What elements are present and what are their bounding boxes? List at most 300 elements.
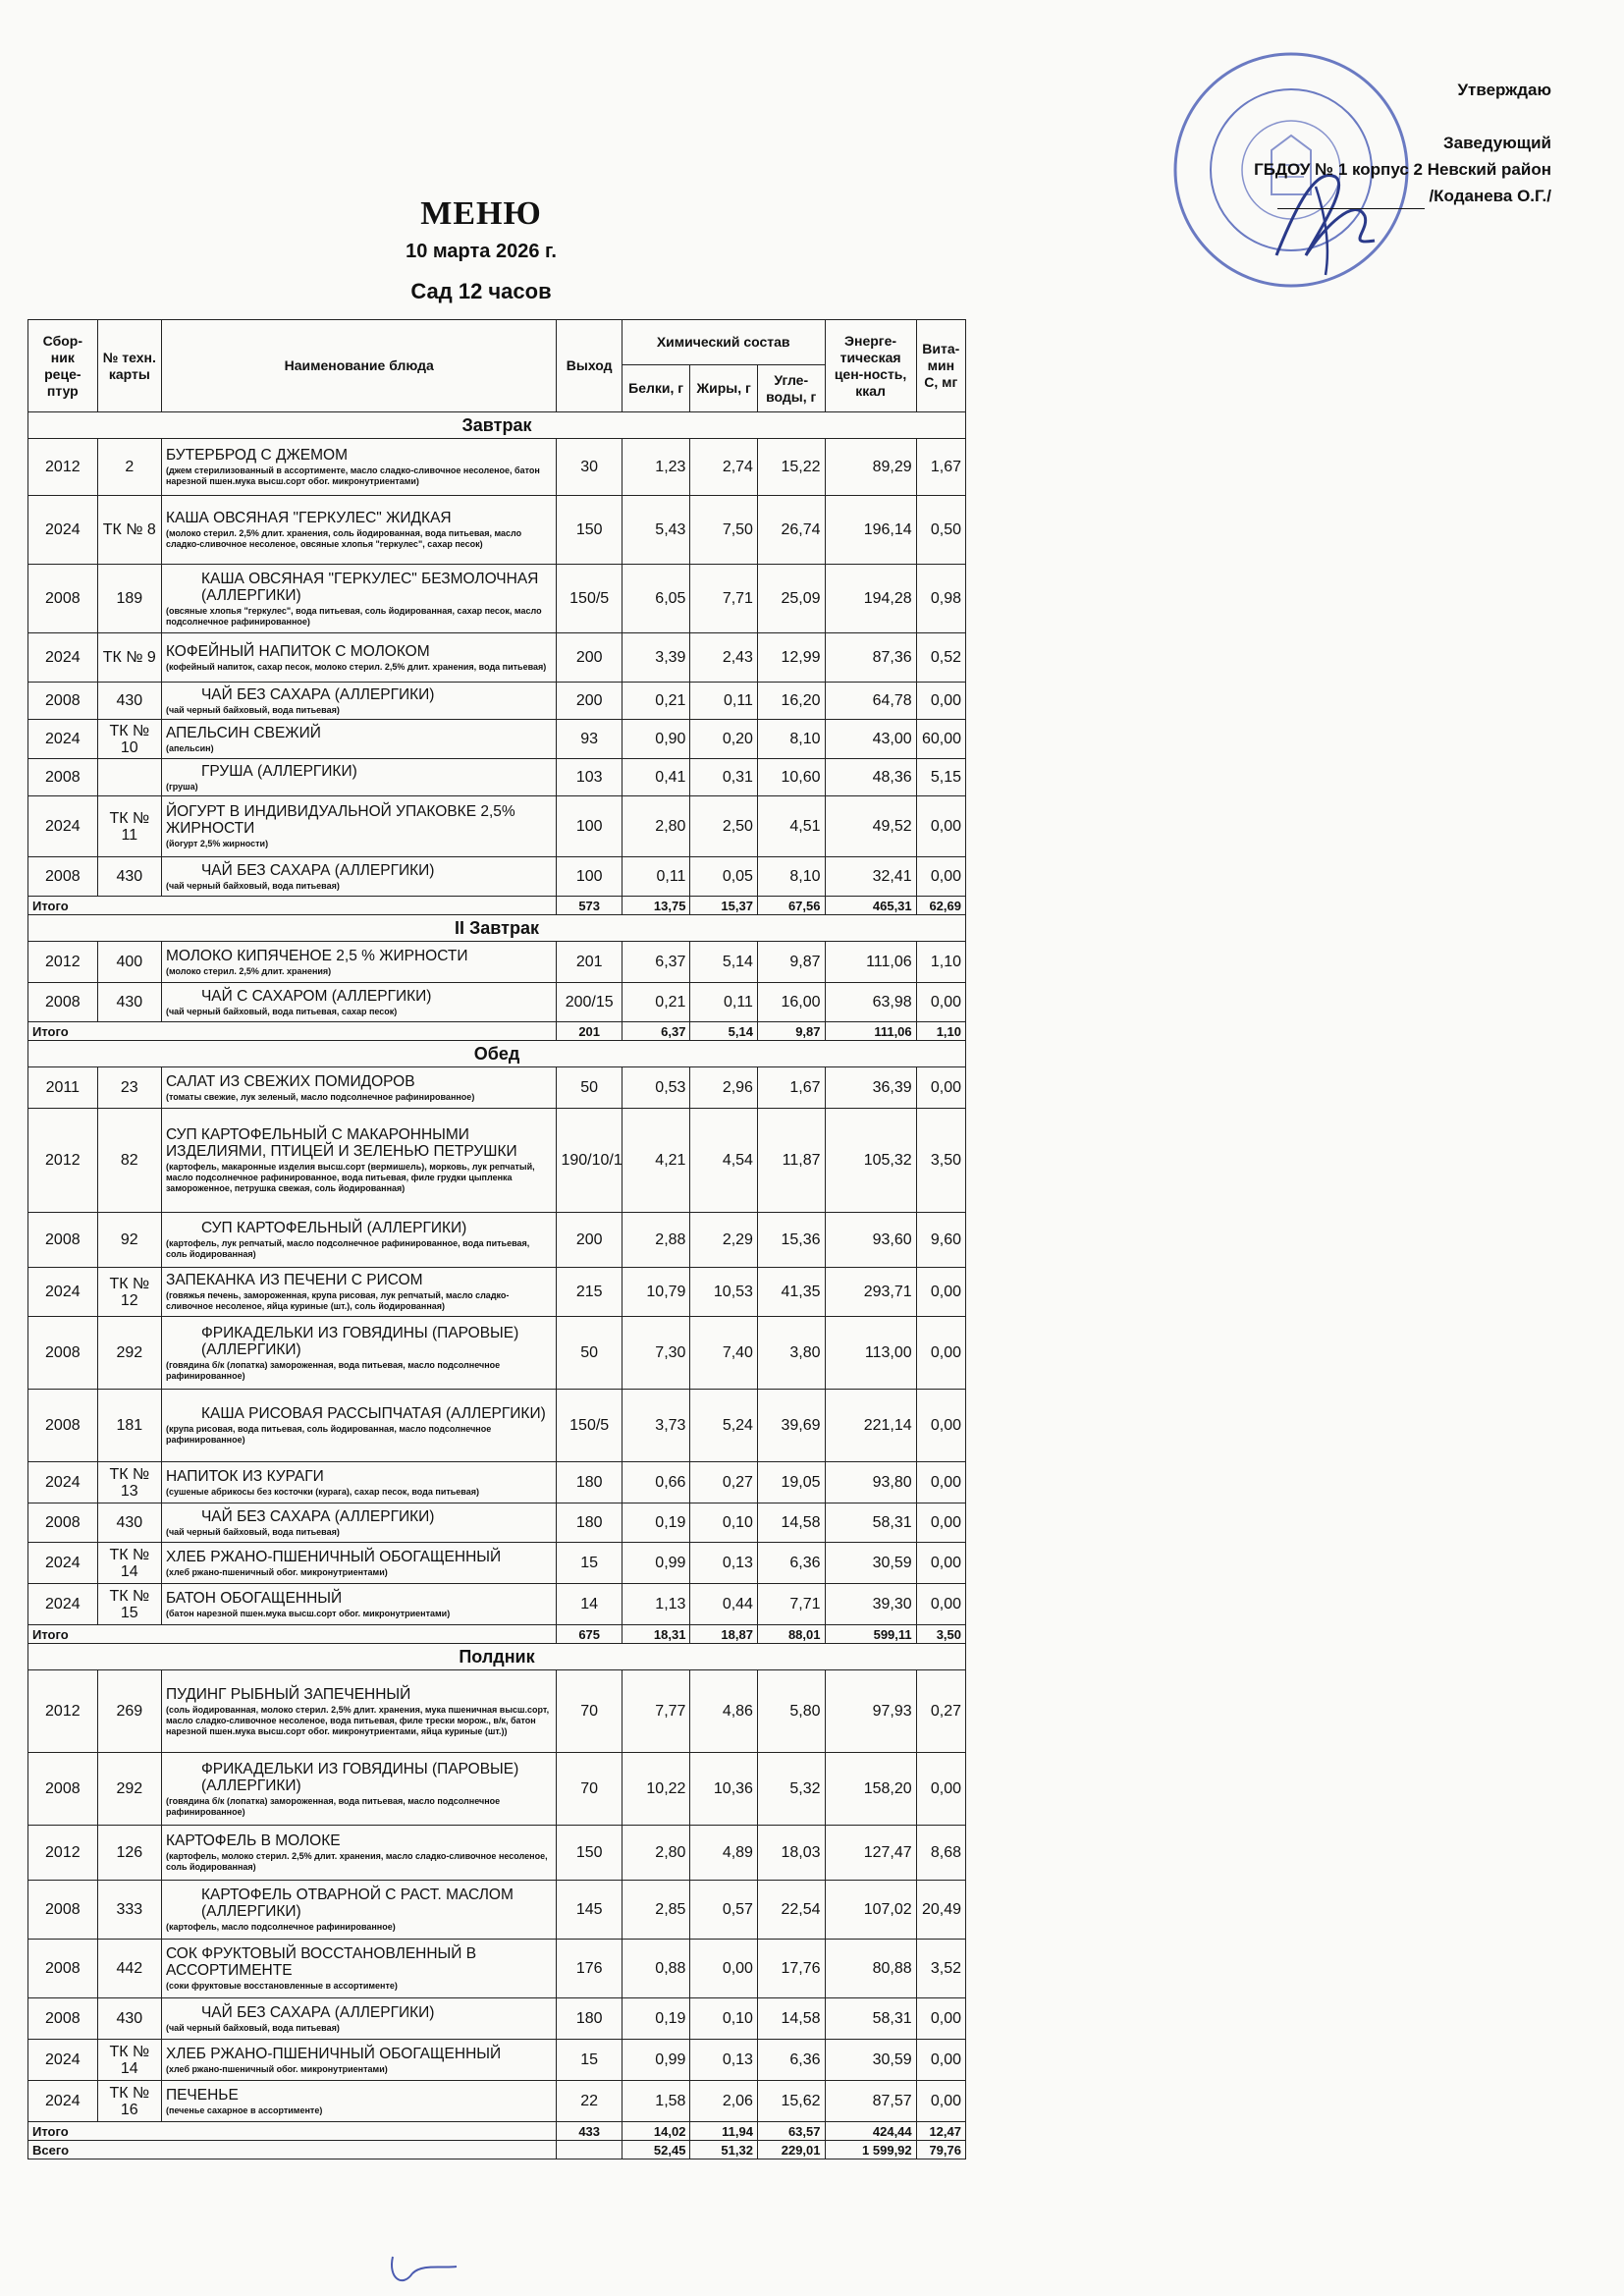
cell-p: 0,19 [622, 1998, 690, 2040]
table-row [28, 983, 966, 1022]
grand-total-output [557, 2141, 622, 2159]
cell-v: 0,00 [916, 1503, 965, 1543]
cell-v: 0,00 [916, 983, 965, 1022]
page-title: МЕНЮ [420, 195, 542, 232]
cell-card: 442 [97, 1940, 161, 1998]
cell-output: 200 [557, 683, 622, 720]
dish-name: КАРТОФЕЛЬ ОТВАРНОЙ С РАСТ. МАСЛОМ (АЛЛЕРГИКИ) [200, 1886, 514, 1920]
dish-name: БАТОН ОБОГАЩЕННЫЙ [165, 1589, 343, 1607]
cell-card: 430 [97, 857, 161, 897]
total-f: 18,87 [690, 1625, 758, 1644]
cell-p: 2,80 [622, 1826, 690, 1881]
cell-card: 189 [97, 565, 161, 633]
cell-v: 0,00 [916, 683, 965, 720]
cell-book: 2024 [28, 1268, 98, 1317]
cell-f: 5,24 [690, 1390, 758, 1462]
grand-total-e: 1 599,92 [825, 2141, 916, 2159]
cell-card: ТК № 9 [97, 633, 161, 683]
cell-v: 3,50 [916, 1109, 965, 1213]
cell-output: 50 [557, 1067, 622, 1109]
cell-c: 6,36 [757, 2040, 825, 2081]
cell-e: 30,59 [825, 1543, 916, 1584]
cell-p: 0,99 [622, 2040, 690, 2081]
cell-c: 1,67 [757, 1067, 825, 1109]
total-c: 88,01 [757, 1625, 825, 1644]
section-row [28, 915, 966, 942]
dish-composition: (говядина б/к (лопатка) замороженная, вода питьевая, масло подсолнечное рафинированное) [165, 1795, 501, 1817]
cell-output: 14 [557, 1584, 622, 1625]
cell-e: 32,41 [825, 857, 916, 897]
header-carb: Угле-воды, г [757, 365, 825, 412]
cell-v: 1,10 [916, 942, 965, 983]
cell-dish [161, 1543, 557, 1584]
cell-v: 0,00 [916, 2081, 965, 2122]
cell-f: 0,00 [690, 1940, 758, 1998]
cell-card: 430 [97, 983, 161, 1022]
cell-p: 0,99 [622, 1543, 690, 1584]
cell-book: 2008 [28, 1503, 98, 1543]
dish-name: СОК ФРУКТОВЫЙ ВОССТАНОВЛЕННЫЙ В АССОРТИМЕНТЕ [165, 1945, 477, 1979]
cell-book: 2008 [28, 1998, 98, 2040]
dish-name: ПЕЧЕНЬЕ [165, 2086, 239, 2104]
cell-card: 23 [97, 1067, 161, 1109]
total-row [28, 1022, 966, 1041]
header-name: Наименование блюда [161, 320, 557, 412]
total-output: 573 [557, 897, 622, 915]
dish-name: ГРУША (АЛЛЕРГИКИ) [200, 762, 357, 780]
header-book: Сбор-ник реце-птур [28, 320, 98, 412]
cell-v: 0,00 [916, 1268, 965, 1317]
dish-composition: (кофейный напиток, сахар песок, молоко стерил. 2,5% длит. хранения, вода питьевая) [165, 661, 547, 672]
cell-v: 8,68 [916, 1826, 965, 1881]
cell-v: 0,00 [916, 2040, 965, 2081]
cell-c: 5,32 [757, 1753, 825, 1826]
cell-card: 292 [97, 1317, 161, 1390]
total-e: 424,44 [825, 2122, 916, 2141]
cell-dish [161, 1753, 557, 1826]
cell-output: 200 [557, 633, 622, 683]
cell-book: 2024 [28, 1543, 98, 1584]
dish-composition: (соль йодированная, молоко стерил. 2,5% длит. хранения, мука пшеничная высш.сорт, масло сладко-сливочное несоленое, вода питьевая, филе трески морож., в/к, батон нарезной пшен.мука высш.сорт обог. микронутриентами, яйца куриные (шт.)) [165, 1704, 550, 1736]
menu-date: 10 марта 2026 г. [406, 241, 557, 262]
cell-dish [161, 1067, 557, 1109]
cell-output: 145 [557, 1881, 622, 1940]
total-output: 675 [557, 1625, 622, 1644]
dish-composition: (печенье сахарное в ассортименте) [165, 2105, 323, 2115]
cell-e: 221,14 [825, 1390, 916, 1462]
cell-e: 64,78 [825, 683, 916, 720]
cell-p: 1,13 [622, 1584, 690, 1625]
dish-composition: (йогурт 2,5% жирности) [165, 839, 269, 848]
table-row [28, 439, 966, 496]
cell-card: 430 [97, 1503, 161, 1543]
dish-name: САЛАТ ИЗ СВЕЖИХ ПОМИДОРОВ [165, 1072, 415, 1090]
cell-v: 0,00 [916, 1543, 965, 1584]
grand-total-label: Всего [28, 2141, 557, 2159]
signature-line [1277, 192, 1425, 209]
cell-f: 0,10 [690, 1503, 758, 1543]
cell-v: 0,00 [916, 1067, 965, 1109]
total-p: 13,75 [622, 897, 690, 915]
cell-p: 0,21 [622, 983, 690, 1022]
table-row [28, 1584, 966, 1625]
cell-dish [161, 683, 557, 720]
cell-c: 15,22 [757, 439, 825, 496]
cell-f: 0,31 [690, 759, 758, 796]
cell-dish [161, 1462, 557, 1503]
table-row [28, 565, 966, 633]
cell-output: 200 [557, 1213, 622, 1268]
cell-book: 2024 [28, 2081, 98, 2122]
cell-dish [161, 857, 557, 897]
total-c: 67,56 [757, 897, 825, 915]
table-row [28, 1390, 966, 1462]
table-row [28, 942, 966, 983]
table-row [28, 1462, 966, 1503]
total-v: 1,10 [916, 1022, 965, 1041]
dish-composition: (чай черный байховый, вода питьевая, сахар песок) [165, 1006, 398, 1016]
cell-book: 2008 [28, 1940, 98, 1998]
cell-dish [161, 720, 557, 759]
cell-card: ТК № 14 [97, 1543, 161, 1584]
cell-f: 0,11 [690, 983, 758, 1022]
cell-dish [161, 2081, 557, 2122]
dish-name: ЧАЙ БЕЗ САХАРА (АЛЛЕРГИКИ) [200, 685, 435, 703]
cell-c: 10,60 [757, 759, 825, 796]
total-label: Итого [28, 1625, 557, 1644]
approval-signer: /Коданева О.Г./ [1429, 187, 1551, 205]
cell-dish [161, 1390, 557, 1462]
cell-dish [161, 1503, 557, 1543]
cell-dish [161, 1998, 557, 2040]
cell-c: 6,36 [757, 1543, 825, 1584]
approval-signer-line [1227, 183, 1551, 209]
total-p: 14,02 [622, 2122, 690, 2141]
table-row [28, 1543, 966, 1584]
cell-c: 25,09 [757, 565, 825, 633]
approval-approve: Утверждаю [1457, 81, 1551, 99]
table-row [28, 1067, 966, 1109]
cell-f: 0,20 [690, 720, 758, 759]
cell-p: 0,19 [622, 1503, 690, 1543]
dish-name: БУТЕРБРОД С ДЖЕМОМ [165, 447, 348, 464]
cell-card: 269 [97, 1670, 161, 1753]
cell-book: 2012 [28, 942, 98, 983]
dish-name: ЧАЙ БЕЗ САХАРА (АЛЛЕРГИКИ) [200, 861, 435, 879]
table-row [28, 1881, 966, 1940]
cell-dish [161, 1881, 557, 1940]
cell-card: 82 [97, 1109, 161, 1213]
section-title: Полдник [28, 1644, 966, 1670]
approval-position: Заведующий [1442, 134, 1551, 152]
cell-output: 70 [557, 1670, 622, 1753]
cell-book: 2024 [28, 1462, 98, 1503]
cell-card: ТК № 16 [97, 2081, 161, 2122]
cell-c: 18,03 [757, 1826, 825, 1881]
cell-card: ТК № 13 [97, 1462, 161, 1503]
cell-dish [161, 633, 557, 683]
table-row [28, 1998, 966, 2040]
total-label: Итого [28, 2122, 557, 2141]
cell-p: 4,21 [622, 1109, 690, 1213]
cell-f: 2,96 [690, 1067, 758, 1109]
cell-f: 2,06 [690, 2081, 758, 2122]
cell-output: 22 [557, 2081, 622, 2122]
cell-c: 11,87 [757, 1109, 825, 1213]
cell-output: 103 [557, 759, 622, 796]
cell-output: 180 [557, 1462, 622, 1503]
cell-f: 2,43 [690, 633, 758, 683]
cell-output: 150 [557, 1826, 622, 1881]
cell-f: 7,50 [690, 496, 758, 565]
cell-dish [161, 942, 557, 983]
dish-composition: (говяжья печень, замороженная, крупа рисовая, лук репчатый, масло сладко-сливочное несоленое, яйца куриные (шт.), соль йодированная) [165, 1290, 510, 1311]
cell-output: 200/15 [557, 983, 622, 1022]
cell-v: 0,00 [916, 1462, 965, 1503]
total-f: 5,14 [690, 1022, 758, 1041]
header-protein: Белки, г [622, 365, 690, 412]
cell-dish [161, 759, 557, 796]
cell-v: 0,00 [916, 1584, 965, 1625]
table-row [28, 1317, 966, 1390]
cell-v: 0,27 [916, 1670, 965, 1753]
cell-card: 400 [97, 942, 161, 983]
cell-dish [161, 1109, 557, 1213]
cell-book: 2008 [28, 1753, 98, 1826]
total-output: 201 [557, 1022, 622, 1041]
cell-c: 8,10 [757, 720, 825, 759]
cell-v: 0,00 [916, 1390, 965, 1462]
cell-book: 2012 [28, 1670, 98, 1753]
cell-p: 10,79 [622, 1268, 690, 1317]
cell-f: 7,71 [690, 565, 758, 633]
cell-v: 0,52 [916, 633, 965, 683]
cell-book: 2008 [28, 857, 98, 897]
cell-p: 0,21 [622, 683, 690, 720]
cell-card: ТК № 12 [97, 1268, 161, 1317]
approval-org: ГБДОУ № 1 корпус 2 Невский район [1254, 160, 1551, 179]
section-title: II Завтрак [28, 915, 966, 942]
cell-p: 0,41 [622, 759, 690, 796]
cell-f: 10,36 [690, 1753, 758, 1826]
cell-e: 127,47 [825, 1826, 916, 1881]
cell-dish [161, 565, 557, 633]
cell-output: 215 [557, 1268, 622, 1317]
dish-name: СУП КАРТОФЕЛЬНЫЙ С МАКАРОННЫМИ ИЗДЕЛИЯМИ, ПТИЦЕЙ И ЗЕЛЕНЬЮ ПЕТРУШКИ [165, 1126, 517, 1160]
cell-card: 126 [97, 1826, 161, 1881]
total-c: 9,87 [757, 1022, 825, 1041]
cell-output: 190/10/1 [557, 1109, 622, 1213]
cell-dish [161, 983, 557, 1022]
dish-composition: (картофель, молоко стерил. 2,5% длит. хранения, масло сладко-сливочное несоленое, соль йодированная) [165, 1851, 548, 1872]
cell-f: 0,10 [690, 1998, 758, 2040]
cell-card: ТК № 10 [97, 720, 161, 759]
approval-block [1227, 77, 1551, 209]
header-chem: Химический состав [622, 320, 825, 365]
cell-p: 2,80 [622, 796, 690, 857]
cell-e: 63,98 [825, 983, 916, 1022]
total-c: 63,57 [757, 2122, 825, 2141]
cell-output: 180 [557, 1503, 622, 1543]
cell-card [97, 759, 161, 796]
cell-card: 292 [97, 1753, 161, 1826]
cell-v: 60,00 [916, 720, 965, 759]
cell-book: 2012 [28, 1826, 98, 1881]
cell-c: 9,87 [757, 942, 825, 983]
cell-p: 3,39 [622, 633, 690, 683]
section-title: Обед [28, 1041, 966, 1067]
cell-v: 0,00 [916, 1753, 965, 1826]
table-row [28, 496, 966, 565]
cell-book: 2008 [28, 1390, 98, 1462]
cell-card: 2 [97, 439, 161, 496]
grand-total-f: 51,32 [690, 2141, 758, 2159]
cell-v: 0,00 [916, 1317, 965, 1390]
cell-card: 430 [97, 683, 161, 720]
dish-composition: (молоко стерил. 2,5% длит. хранения) [165, 965, 332, 976]
menu-subtitle: Сад 12 часов [410, 279, 552, 303]
document-header [324, 191, 638, 311]
cell-book: 2008 [28, 683, 98, 720]
cell-c: 5,80 [757, 1670, 825, 1753]
cell-v: 0,00 [916, 1998, 965, 2040]
total-p: 18,31 [622, 1625, 690, 1644]
cell-dish [161, 1213, 557, 1268]
cell-c: 3,80 [757, 1317, 825, 1390]
table-row [28, 1670, 966, 1753]
dish-name: АПЕЛЬСИН СВЕЖИЙ [165, 724, 321, 741]
cell-dish [161, 439, 557, 496]
total-v: 12,47 [916, 2122, 965, 2141]
dish-name: ЧАЙ С САХАРОМ (АЛЛЕРГИКИ) [200, 987, 432, 1005]
cell-book: 2024 [28, 2040, 98, 2081]
total-e: 465,31 [825, 897, 916, 915]
section-title: Завтрак [28, 412, 966, 439]
grand-total-c: 229,01 [757, 2141, 825, 2159]
cell-dish [161, 2040, 557, 2081]
cell-f: 5,14 [690, 942, 758, 983]
cell-e: 48,36 [825, 759, 916, 796]
cell-e: 194,28 [825, 565, 916, 633]
cell-f: 4,86 [690, 1670, 758, 1753]
cell-output: 176 [557, 1940, 622, 1998]
cell-e: 87,36 [825, 633, 916, 683]
cell-card: 92 [97, 1213, 161, 1268]
cell-output: 100 [557, 796, 622, 857]
cell-e: 30,59 [825, 2040, 916, 2081]
cell-p: 6,05 [622, 565, 690, 633]
cell-output: 15 [557, 1543, 622, 1584]
dish-name: КОФЕЙНЫЙ НАПИТОК С МОЛОКОМ [165, 642, 430, 660]
dish-name: СУП КАРТОФЕЛЬНЫЙ (АЛЛЕРГИКИ) [200, 1220, 467, 1236]
cell-book: 2024 [28, 796, 98, 857]
dish-composition: (картофель, лук репчатый, масло подсолнечное рафинированное, вода питьевая, соль йодированная) [165, 1238, 530, 1259]
cell-v: 0,00 [916, 857, 965, 897]
total-label: Итого [28, 1022, 557, 1041]
cell-output: 100 [557, 857, 622, 897]
dish-composition: (чай черный байховый, вода питьевая) [165, 1526, 340, 1537]
cell-e: 97,93 [825, 1670, 916, 1753]
cell-f: 2,74 [690, 439, 758, 496]
cell-v: 5,15 [916, 759, 965, 796]
cell-book: 2008 [28, 565, 98, 633]
cell-v: 0,00 [916, 796, 965, 857]
total-label: Итого [28, 897, 557, 915]
cell-card: ТК № 14 [97, 2040, 161, 2081]
table-row [28, 1109, 966, 1213]
table-row [28, 796, 966, 857]
cell-card: 181 [97, 1390, 161, 1462]
grand-total-row [28, 2141, 966, 2159]
cell-book: 2024 [28, 720, 98, 759]
total-f: 15,37 [690, 897, 758, 915]
cell-f: 2,29 [690, 1213, 758, 1268]
cell-book: 2012 [28, 1109, 98, 1213]
dish-composition: (овсяные хлопья "геркулес", вода питьевая, соль йодированная, сахар песок, масло подсолнечное рафинированное) [165, 605, 542, 627]
cell-p: 3,73 [622, 1390, 690, 1462]
cell-p: 0,90 [622, 720, 690, 759]
cell-c: 12,99 [757, 633, 825, 683]
cell-card: ТК № 15 [97, 1584, 161, 1625]
cell-p: 6,37 [622, 942, 690, 983]
cell-f: 0,13 [690, 1543, 758, 1584]
cell-f: 10,53 [690, 1268, 758, 1317]
cell-book: 2024 [28, 1584, 98, 1625]
cell-e: 158,20 [825, 1753, 916, 1826]
dish-composition: (батон нарезной пшен.мука высш.сорт обог. микронутриентами) [165, 1608, 451, 1618]
dish-name: ЧАЙ БЕЗ САХАРА (АЛЛЕРГИКИ) [200, 2003, 435, 2021]
cell-dish [161, 1584, 557, 1625]
cell-f: 4,54 [690, 1109, 758, 1213]
cell-e: 80,88 [825, 1940, 916, 1998]
dish-composition: (чай черный байховый, вода питьевая) [165, 880, 340, 891]
dish-name: ФРИКАДЕЛЬКИ ИЗ ГОВЯДИНЫ (ПАРОВЫЕ) (АЛЛЕРГИКИ) [200, 1760, 519, 1794]
cell-p: 7,77 [622, 1670, 690, 1753]
cell-f: 0,44 [690, 1584, 758, 1625]
dish-name: КАША ОВСЯНАЯ "ГЕРКУЛЕС" БЕЗМОЛОЧНАЯ (АЛЛЕРГИКИ) [200, 570, 539, 604]
dish-composition: (картофель, масло подсолнечное рафинированное) [165, 1922, 396, 1932]
cell-dish [161, 796, 557, 857]
cell-output: 180 [557, 1998, 622, 2040]
cell-f: 0,13 [690, 2040, 758, 2081]
cell-p: 1,58 [622, 2081, 690, 2122]
dish-name: НАПИТОК ИЗ КУРАГИ [165, 1467, 324, 1485]
cell-output: 150/5 [557, 1390, 622, 1462]
header-output: Выход [557, 320, 622, 412]
cell-book: 2012 [28, 439, 98, 496]
table-row [28, 857, 966, 897]
cell-v: 9,60 [916, 1213, 965, 1268]
table-row [28, 1503, 966, 1543]
cell-card: ТК № 11 [97, 796, 161, 857]
cell-dish [161, 1826, 557, 1881]
cell-output: 93 [557, 720, 622, 759]
cell-v: 1,67 [916, 439, 965, 496]
header-fat: Жиры, г [690, 365, 758, 412]
cell-v: 0,98 [916, 565, 965, 633]
cell-book: 2008 [28, 1213, 98, 1268]
cell-book: 2008 [28, 1317, 98, 1390]
total-e: 599,11 [825, 1625, 916, 1644]
cell-dish [161, 1670, 557, 1753]
total-f: 11,94 [690, 2122, 758, 2141]
menu-table [27, 319, 966, 2159]
dish-composition: (соки фруктовые восстановленные в ассортименте) [165, 1981, 398, 1991]
cell-book: 2008 [28, 983, 98, 1022]
table-body [28, 412, 966, 2159]
cell-book: 2024 [28, 633, 98, 683]
cell-f: 0,57 [690, 1881, 758, 1940]
